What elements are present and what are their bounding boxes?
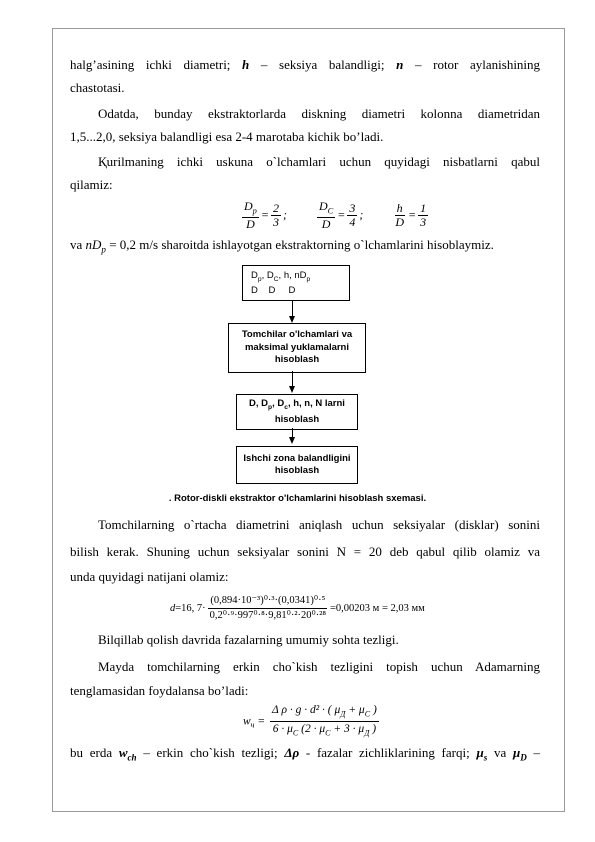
para4: va $nD_p = 0,2$ m/s sharoitda ishlayotgan ekstraktorning o`lchamlarini hisoblaymiz. — [70, 237, 494, 255]
para2-line1: Odatda, bunday ekstraktorlarda diskning diametri kolonna diametridan — [98, 106, 540, 121]
flow-arrow-2 — [292, 371, 293, 387]
flow-box-working-zone: Ishchi zona balandligini hisoblash — [236, 446, 358, 484]
para1-line1: halg’asining ichki diametri; h – seksiya balandligi; n – rotor aylanishining — [70, 57, 541, 72]
para7-line2: tenglamasidan foydalansa bo’ladi: — [70, 683, 249, 698]
para5-line1: Tomchilarning o`rtacha diametrini aniqlash uchun seksiyalar (disklar) sonini — [98, 517, 540, 532]
para3-line1: Қurilmaning ichki uskuna o`lchamlari uchun quyidagi nisbatlarni qabul — [98, 154, 540, 169]
para2-line2: 1,5...2,0, seksiya balandligi esa 2-4 marotaba kichik bo’ladi. — [70, 129, 384, 144]
para7-line1: Mayda tomchilarning erkin cho`kish tezligini topish uchun Adamarning — [98, 659, 540, 674]
para6: Bilqillab qolish davrida fazalarning umumiy sohta tezligi. — [98, 632, 399, 647]
formula-settling-velocity: $w_ч$ = $\frac{\Delta \rho \cdot g \cdot d^2 \cdot ( \mu_Д + \mu_C )}{6 \cdot \mu_C (2 \cdot \mu_C + 3 \cdot \mu_Д )}$ — [243, 704, 377, 738]
ratio-h-d: $\frac{h}{D}$ — [395, 201, 405, 230]
para5-line3: unda quyidagi natijani olamiz: — [70, 569, 229, 584]
para1-line2: chastotasi. — [70, 80, 125, 95]
flow-arrowhead-1 — [289, 316, 295, 323]
flow-box-ratios: $D_p$, $D_C$, h, $nD_p$ D D D — [242, 265, 350, 301]
flow-arrow-1 — [292, 301, 293, 317]
flow-box-dimensions: D, $D_p$, $D_c$, h, n, N larni hisoblash — [236, 394, 358, 430]
para3-line2: qilamiz: — [70, 177, 113, 192]
ratio-dc-d: $\frac{D_C}{D}$ — [318, 199, 334, 232]
flow-arrowhead-3 — [289, 437, 295, 444]
flow-arrowhead-2 — [289, 386, 295, 393]
para8: bu erda $w_{ch}$ – erkin cho`kish tezligi; Δρ - fazalar zichliklarining farqi; $\mu_s$ va $\mu_D$ – — [70, 745, 541, 763]
figure-caption: . Rotor-diskli ekstraktor o'lchamlarini hisoblash sxemasi. — [168, 493, 427, 504]
para5-line2: bilish kerak. Shuning uchun seksiyalar sonini N = 20 deb qabul qilib olamiz va — [70, 544, 540, 559]
flow-box-droplets: Tomchilar o'lchamlari va maksimal yuklamalarni hisoblash — [228, 323, 366, 373]
ratio-dp-d: $\frac{D_p}{D}$ — [244, 199, 257, 232]
formula-droplet-diameter: d=16, 7· $\frac{\text{(0,894·10⁻³)⁰·³·(0,0341)⁰·⁵}}{\text{0,2⁰·⁹·997⁰·⁸·9,81⁰·²·20⁰·²⁸}}$ =0,00203 м = 2,03 мм — [170, 595, 425, 621]
ratios-formula: $\frac{D_p}{D}$ = $\frac{2}{3}$ ; $\frac{D_C}{D}$ = $\frac{3}{4}$ ; $\frac{h}{D}$ = $\frac{1}{3}$ — [244, 199, 427, 232]
